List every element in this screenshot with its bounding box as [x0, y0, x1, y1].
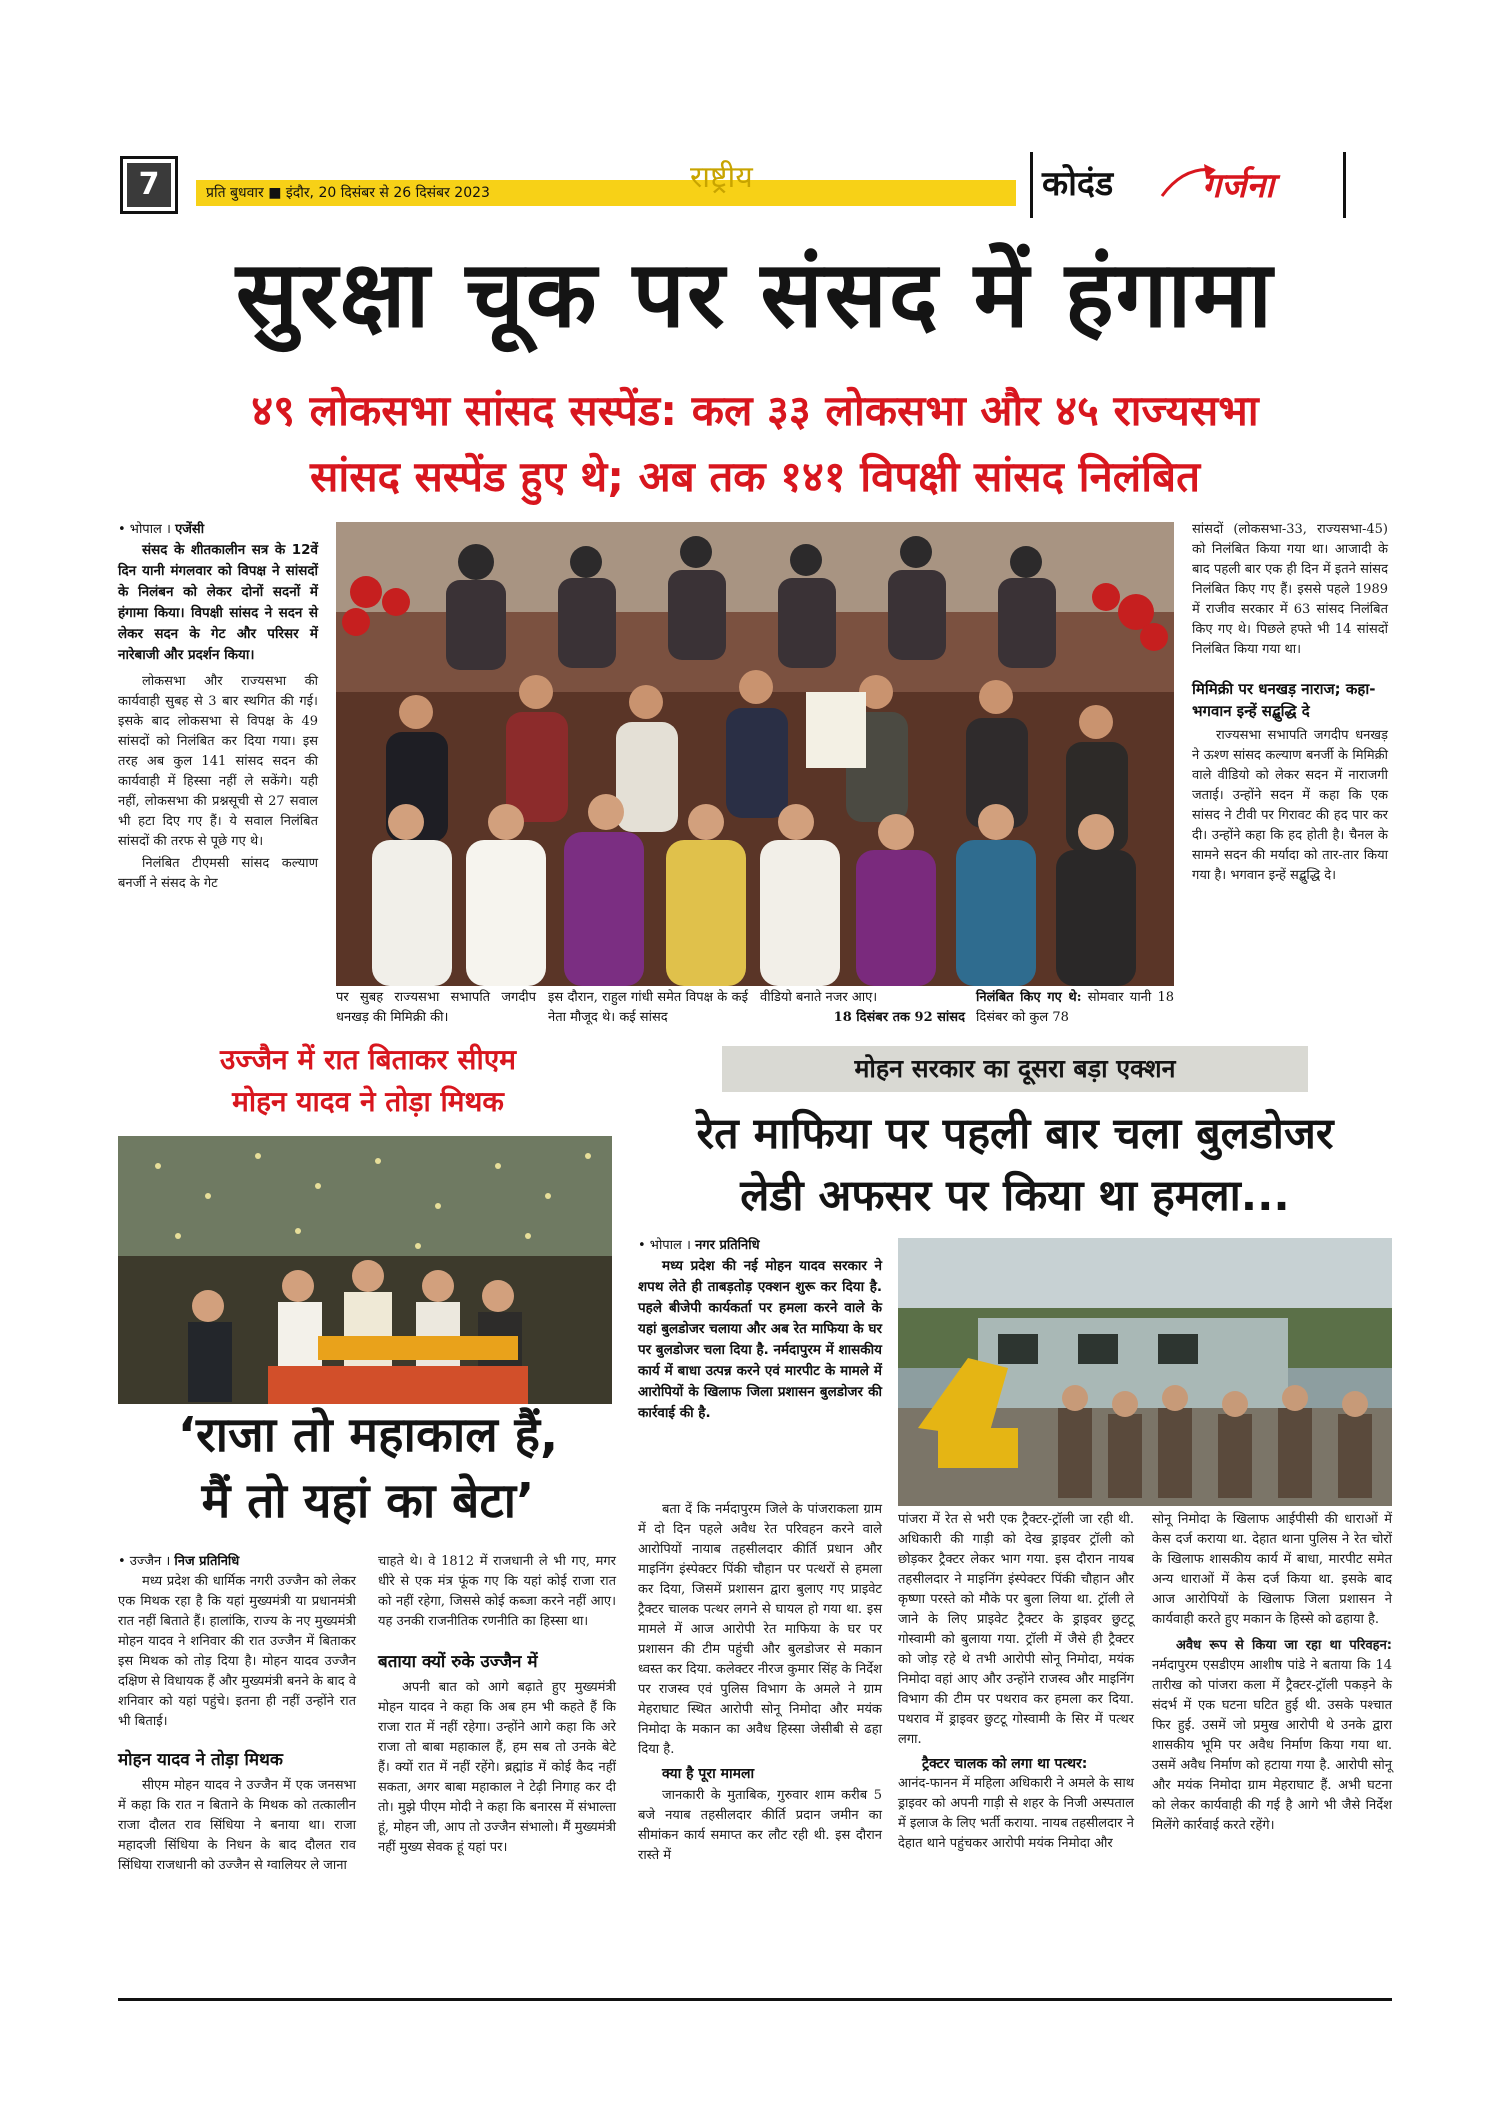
ujjain-kicker-1: उज्जैन में रात बिताकर सीएम — [220, 1043, 516, 1076]
ujjain-col-2 — [378, 1552, 616, 1858]
main-right-para-1: सांसदों (लोकसभा-33, राज्यसभा-45) को निलंबित किया गया था। आजादी के बाद पहली बार एक ही दिन में इतने सांसद निलंबित किए गए हैं। इससे पहले 1989 में राजीव सरकार में 63 सांसद निलंबित किए गए थे। पिछले हफ्ते भी 14 सांसदों निलंबित किया गया था। — [1192, 522, 1388, 657]
sand-para-2: जानकारी के मुताबिक, गुरुवार शाम करीब 5 बजे नयाब तहसीलदार कीर्ति प्रदान जमीन का सीमांकन कार्य समाप्त कर लौट रही थी. इस दौरान रास्ते में — [638, 1788, 882, 1863]
main-headline: सुरक्षा चूक पर संसद में हंगामा — [235, 241, 1275, 348]
main-para-2: निलंबित टीएमसी सांसद कल्याण बनर्जी ने संसद के गेट — [118, 856, 318, 891]
sand-para-6: नर्मदापुरम एसडीएम आशीष पांडे ने बताया कि 14 तारीख को पांजरा कला में ट्रैक्टर-ट्रॉली पकड़ने के संदर्भ में एक घटना घटित हुई थी. उसके पश्चात फिर हुई. उसमें जो प्रमुख आरोपी थे उनके द्वारा शासकीय भूमि पर अवैध निर्माण किया गया था. उसमें अवैध निर्माण को हटाया गया है. आरोपी सोनू और मयंक निमोदा ग्राम मेहराघाट हैं. अभी घटना को लेकर कार्यवाही की गई है आगे भी जैसे निर्देश मिलेंगे कार्रवाई करते रहेंगे। — [1152, 1658, 1392, 1833]
ujjain-quote-2: मैं तो यहां का बेटा’ — [201, 1473, 535, 1529]
brand-divider-right — [1343, 152, 1346, 218]
sand-lead: मध्य प्रदेश की नई मोहन यादव सरकार ने शपथ लेते ही ताबड़तोड़ एक्शन शुरू कर दिया है. पहले बीजेपी कार्यकर्ता पर हमला करने वाले के यहां बुलडोजर चलाया और अब रेत माफिया के घर पर बुलडोजर चला दिया है. नर्मदापुरम में शासकीय कार्य में बाधा उत्पन्न करने एवं मारपीट के मामले में आरोपियों के खिलाफ जिला प्रशासन बुलडोजर की कार्रवाई की है. — [638, 1258, 882, 1421]
main-left-column — [118, 520, 318, 894]
sand-banner — [722, 1046, 1308, 1092]
sand-para-4: आनंद-फानन में महिला अधिकारी ने अमले के साथ ड्राइवर को अपनी गाड़ी से शहर के निजी अस्पताल में इलाज के लिए भर्ती कराया. नायब तहसीलदार ने देहात थाने पहुंचकर आरोपी मयंक निमोदा और — [898, 1776, 1134, 1851]
sand-col-3 — [1152, 1510, 1392, 1836]
ujjain-kicker-2: मोहन यादव ने तोड़ा मिथक — [232, 1085, 504, 1118]
ujjain-byline-source: निज प्रतिनिधि — [174, 1554, 240, 1569]
main-caption-5 — [976, 988, 1174, 1028]
main-caption-2 — [548, 988, 748, 1028]
ujjain-photo-rally — [118, 1136, 612, 1404]
brand-logo — [1042, 160, 1338, 212]
ujjain-para-3: चाहते थे। वे 1812 में राजधानी ले भी गए, मगर धीरे से एक मंत्र फूंक गए कि यहां कोई राजा रात को नहीं रहेगा, जिससे कोई कब्जा करने नहीं आए। यह उनकी राजनीतिक रणनीति का हिस्सा था। — [378, 1554, 616, 1629]
main-right-subhead: मिमिक्री पर धनखड़ नाराज; कहा- भगवान इन्हें सद्बुद्धि दे — [1192, 680, 1376, 720]
bottom-rule — [118, 1998, 1392, 2001]
main-byline — [118, 520, 318, 540]
ujjain-para-1: मध्य प्रदेश की धार्मिक नगरी उज्जैन को लेकर एक मिथक रहा है कि यहां मुख्यमंत्री या प्रधानमंत्री रात नहीं बिताते हैं। हालांकि, राज्य के नए मुख्यमंत्री मोहन यादव ने शनिवार की रात उज्जैन में बिताकर इस मिथक को तोड़ दिया है। मोहन यादव उज्जैन दक्षिण से विधायक हैं और मुख्यमंत्री बनने के बाद वे शनिवार को यहां पहुंचे। इतना ही नहीं उन्होंने रात भी बिताई। — [118, 1574, 356, 1729]
sand-headline-2: लेडी अफसर पर किया था हमला... — [740, 1171, 1290, 1221]
sand-para-1: बता दें कि नर्मदापुरम जिले के पांजराकला ग्राम में दो दिन पहले अवैध रेत परिवहन करने वाले आरोपियों नायाब तहसीलदार कीर्ति प्रधान और माइनिंग इंस्पेक्टर पिंकी चौहान पर पत्थरों से हमला कर दिया, जिसमें प्रशासन द्वारा बुलाए गए प्राइवेट ट्रैक्टर चालक पत्थर लगने से घायल हो गया था. इस मामले में आज आरोपी रेत माफिया के घर पर प्रशासन की टीम पहुंची और बुलडोजर से मकान ध्वस्त कर दिया. कलेक्टर नीरज कुमार सिंह के निर्देश पर राजस्व एवं पुलिस विभाग के अमले ने ग्राम मेहराघाट स्थित आरोपी सोनू निमोदा और मयंक निमोदा के मकान का अवैध हिस्सा जेसीबी से ढहा दिया है. — [638, 1502, 882, 1757]
sand-byline-place: • भोपाल । — [638, 1238, 691, 1253]
ujjain-byline-place: • उज्जैन । — [118, 1554, 171, 1569]
sand-para-5: सोनू निमोदा के खिलाफ आईपीसी की धाराओं में केस दर्ज कराया था. देहात थाना पुलिस ने रेत चोरों के खिलाफ शासकीय कार्य में बाधा, मारपीट समेत अन्य धाराओं में केस दर्ज किया था. इसके बाद आज आरोपियों के खिलाफ जिला प्रशासन ने कार्यवाही करते हुए मकान के हिस्से को ढहाया है. — [1152, 1512, 1392, 1627]
ujjain-para-4: अपनी बात को आगे बढ़ाते हुए मुख्यमंत्री मोहन यादव ने कहा कि अब हम भी कहते हैं कि राजा रात में नहीं रहेगा। उन्होंने आगे कहा कि अरे राजा तो बाबा महाकाल हैं, हम सब तो उनके बेटे हैं। क्यों रात में नहीं रहेंगे। ब्रह्मांड में कोई कैद नहीं सकता, अगर बाबा महाकाल ने टेढ़ी निगाह कर दी तो। मुझे पीएम मोदी ने कहा कि बनारस में संभाल्ता हूं, मोहन जी, आप तो उज्जैन संभालो। मैं मुख्यमंत्री नहीं मुख्य सेवक हूं यहां पर। — [378, 1680, 616, 1855]
main-subheadline-2: सांसद सस्पेंड हुए थे; अब तक १४१ विपक्षी सांसद निलंबित — [309, 452, 1201, 501]
main-right-column — [1192, 520, 1388, 886]
ujjain-byline — [118, 1552, 356, 1572]
main-caption-1 — [336, 988, 536, 1028]
main-caption-5-rest: सोमवार यानी 18 दिसंबर को कुल 78 — [976, 990, 1175, 1025]
sand-photo-bulldozer — [898, 1238, 1392, 1506]
ujjain-col-1 — [118, 1552, 356, 1876]
main-right-para-2: राज्यसभा सभापति जगदीप धनखड़ ने ऊश्ण सांसद कल्याण बनर्जी के मिमिक्री वाले वीडियो को लेकर सदन में नाराजगी जताई। उन्होंने सदन में कहा कि एक सांसद ने टीवी पर गिरावट की हद पार कर दी। उन्होंने कहा कि हद होती है। चैनल के सामने सदन की मर्यादा को तार-तार किया गया है। भगवान इन्हें सद्बुद्धि दे। — [1192, 728, 1388, 883]
edition-line: प्रति बुधवार ■ इंदौर, 20 दिसंबर से 26 दिसंबर 2023 — [206, 185, 490, 201]
sand-banner-text: मोहन सरकार का दूसरा बड़ा एक्शन — [854, 1054, 1176, 1083]
sand-lead-block — [638, 1236, 882, 1424]
sand-col-1 — [638, 1500, 882, 1866]
main-subheadline-1: ४९ लोकसभा सांसद सस्पेंड: कल ३३ लोकसभा और ४५ राज्यसभा — [251, 386, 1259, 435]
sand-subhead-3: अवैध रूप से किया जा रहा था परिवहन: — [1176, 1638, 1392, 1653]
page-number-box — [120, 156, 178, 214]
sand-para-3: पांजरा में रेत से भरी एक ट्रैक्टर-ट्रॉली जा रही थी. अधिकारी की गाड़ी को देख ड्राइवर ट्रॉली को छोड़कर ट्रैक्टर लेकर भाग गया. इस दौरान नायब तहसीलदार ने माइनिंग इंस्पेक्टर पिंकी चौहान और कृष्णा परस्ते को मौके पर बुला लिया था. ट्रॉली ले जाने के लिए प्राइवेट ट्रैक्टर के ड्राइवर छुटटू गोस्वामी को बुलाया गया. ट्रॉली में जैसे ही ट्रैक्टर को जोड़ रहे थे तभी आरोपी सोनू निमोदा, मयंक निमोदा वहां आए और उन्होंने राजस्व और माइनिंग विभाग की टीम पर पथराव कर हमला कर दिया. पथराव में ड्राइवर छुटटू गोस्वामी के सिर में पत्थर लगा. — [898, 1512, 1134, 1747]
main-caption-5-bold: निलंबित किए गए थे: — [976, 990, 1082, 1005]
ujjain-subhead-1: मोहन यादव ने तोड़ा मिथक — [118, 1750, 283, 1770]
main-para-1: लोकसभा और राज्यसभा की कार्यवाही सुबह से 3 बार स्थगित की गई। इसके बाद लोकसभा से विपक्ष के 49 सांसदों को निलंबित कर दिया गया। इस तरह अब कुल 141 सांसद सदन की कार्यवाही में हिस्सा नहीं ले सकेंगे। यही नहीं, लोकसभा की प्रश्नसूची से 27 सवाल भी हटा दिए गए हैं। ये सवाल निलंबित सांसदों की तरफ से पूछे गए थे। — [118, 674, 318, 849]
ujjain-quote-1: ‘राजा तो महाकाल हैं, — [177, 1407, 559, 1463]
sand-subhead-2: ट्रैक्टर चालक को लगा था पत्थर: — [922, 1756, 1088, 1772]
brand-divider-left — [1030, 152, 1033, 218]
sand-col-2 — [898, 1510, 1134, 1854]
sand-byline-source: नगर प्रतिनिधि — [695, 1238, 760, 1253]
main-photo-parliament-protest — [336, 522, 1174, 986]
main-caption-4-bold: 18 दिसंबर तक 92 सांसद — [833, 1010, 965, 1025]
main-caption-5-text — [976, 988, 1174, 1028]
sand-headline-1: रेत माफिया पर पहली बार चला बुलडोजर — [696, 1109, 1334, 1159]
sand-para-6-wrap — [1152, 1636, 1392, 1836]
main-caption-3 — [760, 988, 965, 1028]
main-byline-source: एजेंसी — [175, 522, 205, 537]
main-caption-3-text: वीडियो बनाते नजर आए। — [760, 990, 878, 1005]
ujjain-subhead-2: बताया क्यों रुके उज्जैन में — [378, 1652, 538, 1672]
page-number: 7 — [127, 163, 171, 207]
ujjain-para-2: सीएम मोहन यादव ने उज्जैन में एक जनसभा में कहा कि रात न बिताने के मिथक को तत्कालीन राजा दौलत राव सिंधिया ने बनाया था। राजा महादजी सिंधिया के निधन के बाद दौलत राव सिंधिया राजधानी को उज्जैन से ग्वालियर ले जाना — [118, 1778, 356, 1873]
sand-byline — [638, 1236, 882, 1256]
brand-right: गर्जना — [1202, 166, 1275, 206]
section-label: राष्ट्रीय — [690, 160, 753, 195]
main-caption-1-text: पर सुबह राज्यसभा सभापति जगदीप धनखड़ की मिमिक्री की। — [336, 990, 536, 1025]
main-byline-place: • भोपाल । — [118, 522, 171, 537]
main-lead: संसद के शीतकालीन सत्र के 12वें दिन यानी मंगलवार को विपक्ष ने सांसदों के निलंबन को लेकर दोनों सदनों में हंगामा किया। विपक्षी सांसद ने सदन से लेकर सदन के गेट और परिसर में नारेबाजी और प्रदर्शन किया। — [118, 542, 318, 663]
brand-left: कोदंड — [1042, 164, 1114, 204]
main-caption-2-text: इस दौरान, राहुल गांधी समेत विपक्ष के कई नेता मौजूद थे। कई सांसद — [548, 990, 748, 1025]
sand-subhead-1: क्या है पूरा मामला — [662, 1766, 755, 1782]
